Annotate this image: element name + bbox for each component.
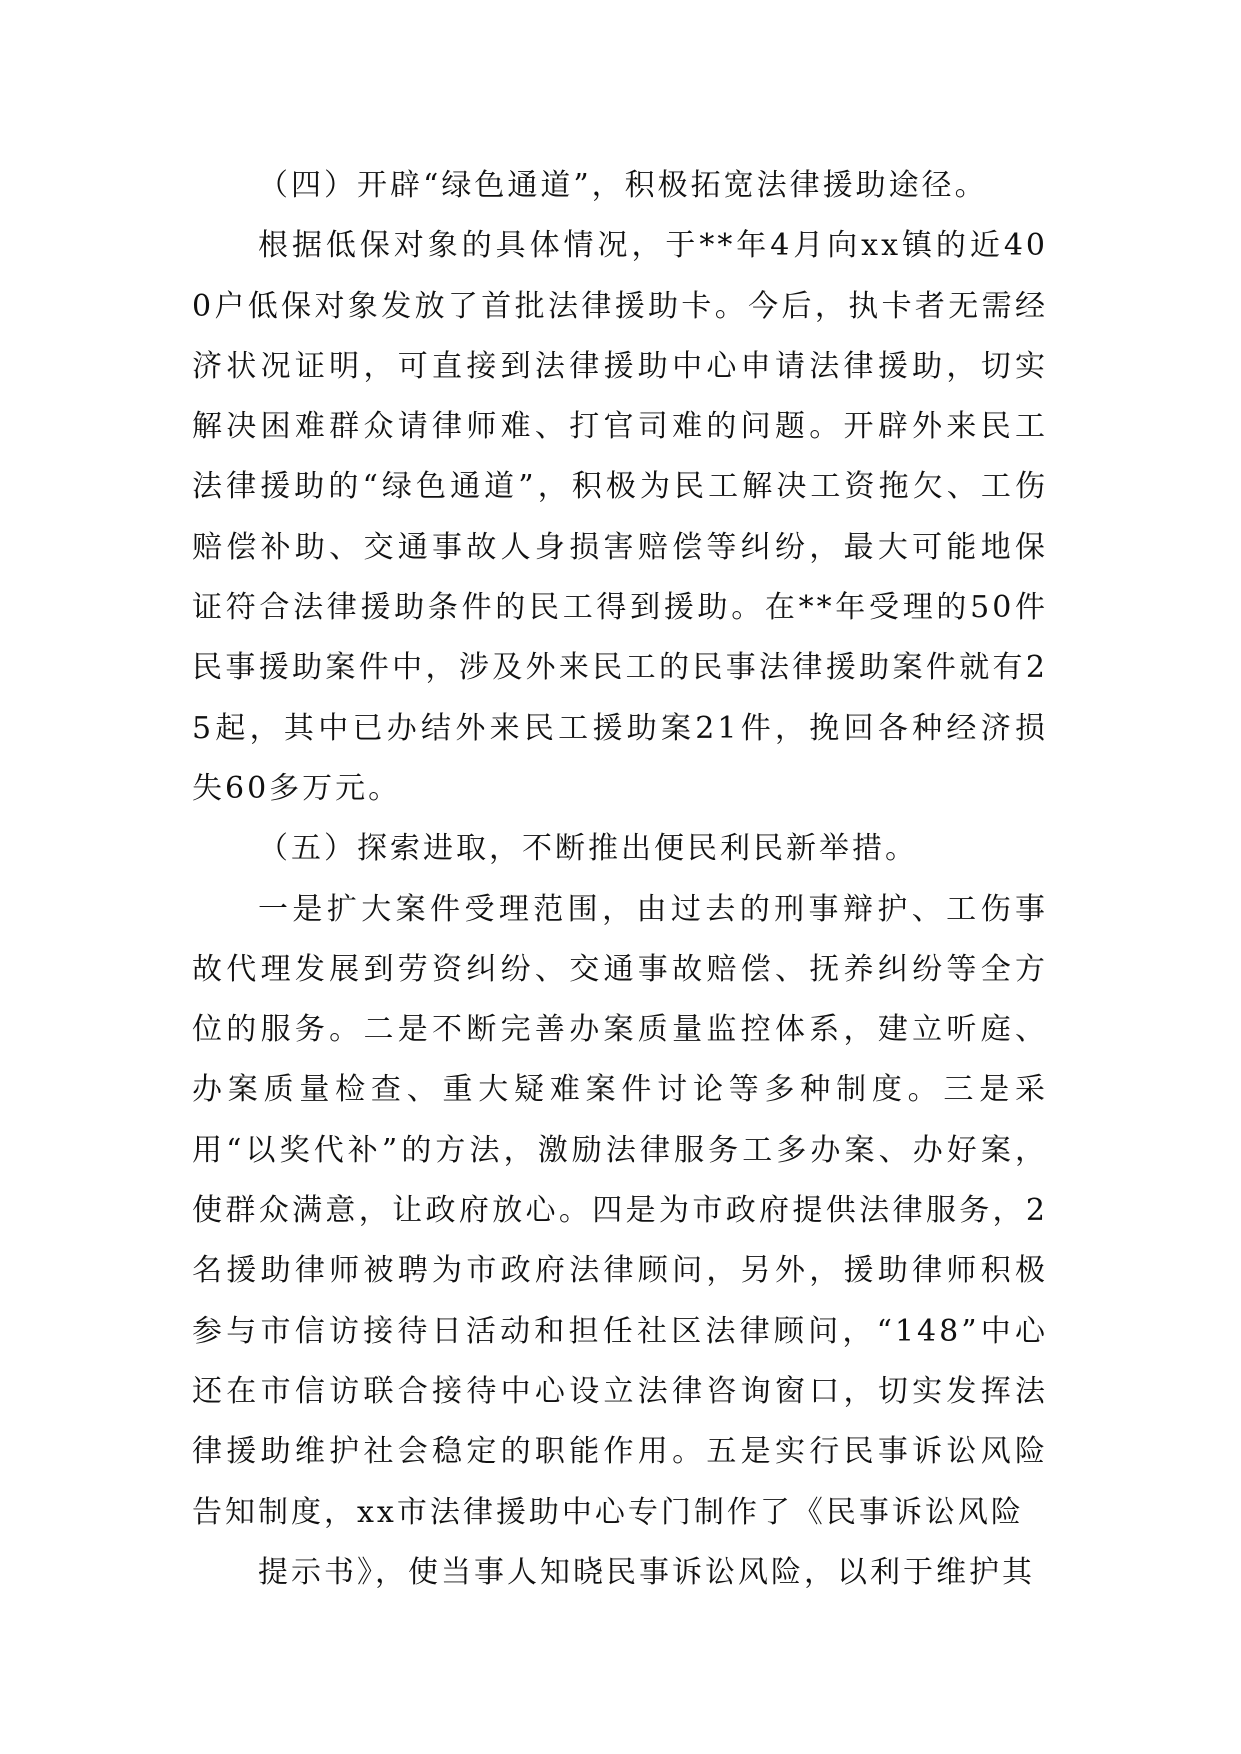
paragraph-risk-notice: 提示书》，使当事人知晓民事诉讼风险，以利于维护其 [258,1554,1035,1590]
document-body [192,156,1048,1603]
paragraph-new-measures: 一是扩大案件受理范围，由过去的刑事辩护、工伤事故代理发展到劳资纠纷、交通事故赔偿、抚养纠纷等全方位的服务。二是不断完善办案质量监控体系，建立听庭、办案质量检查、重大疑难案件讨论等多种制度。三是采用“以奖代补”的方法，激励法律服务工多办案、办好案，使群众满意，让政府放心。四是为市政府提供法律服务，2名援助律师被聘为市政府法律顾问，另外，援助律师积极参与市信访接待日活动和担任社区法律顾问，“148”中心还在市信访联合接待中心设立法律咨询窗口，切实发挥法律援助维护社会稳定的职能作用。五是实行民事诉讼风险告知制度，xx市法律援助中心专门制作了《民事诉讼风险 [192,891,1048,1530]
section-heading-four: （四）开辟“绿色通道”，积极拓宽法律援助途径。 [258,168,988,203]
paragraph-legal-aid-card: 根据低保对象的具体情况，于**年4月向xx镇的近400户低保对象发放了首批法律援助卡。今后，执卡者无需经济状况证明，可直接到法律援助中心申请法律援助，切实解决困难群众请律师难、打官司难的问题。开辟外来民工法律援助的“绿色通道”，积极为民工解决工资拖欠、工伤赔偿补助、交通事故人身损害赔偿等纠纷，最大可能地保证符合法律援助条件的民工得到援助。在**年受理的50件民事援助案件中，涉及外来民工的民事法律援助案件就有25起，其中已办结外来民工援助案21件，挽回各种经济损失60多万元。 [192,228,1048,806]
section-heading-five: （五）探索进取，不断推出便民利民新举措。 [258,831,918,867]
